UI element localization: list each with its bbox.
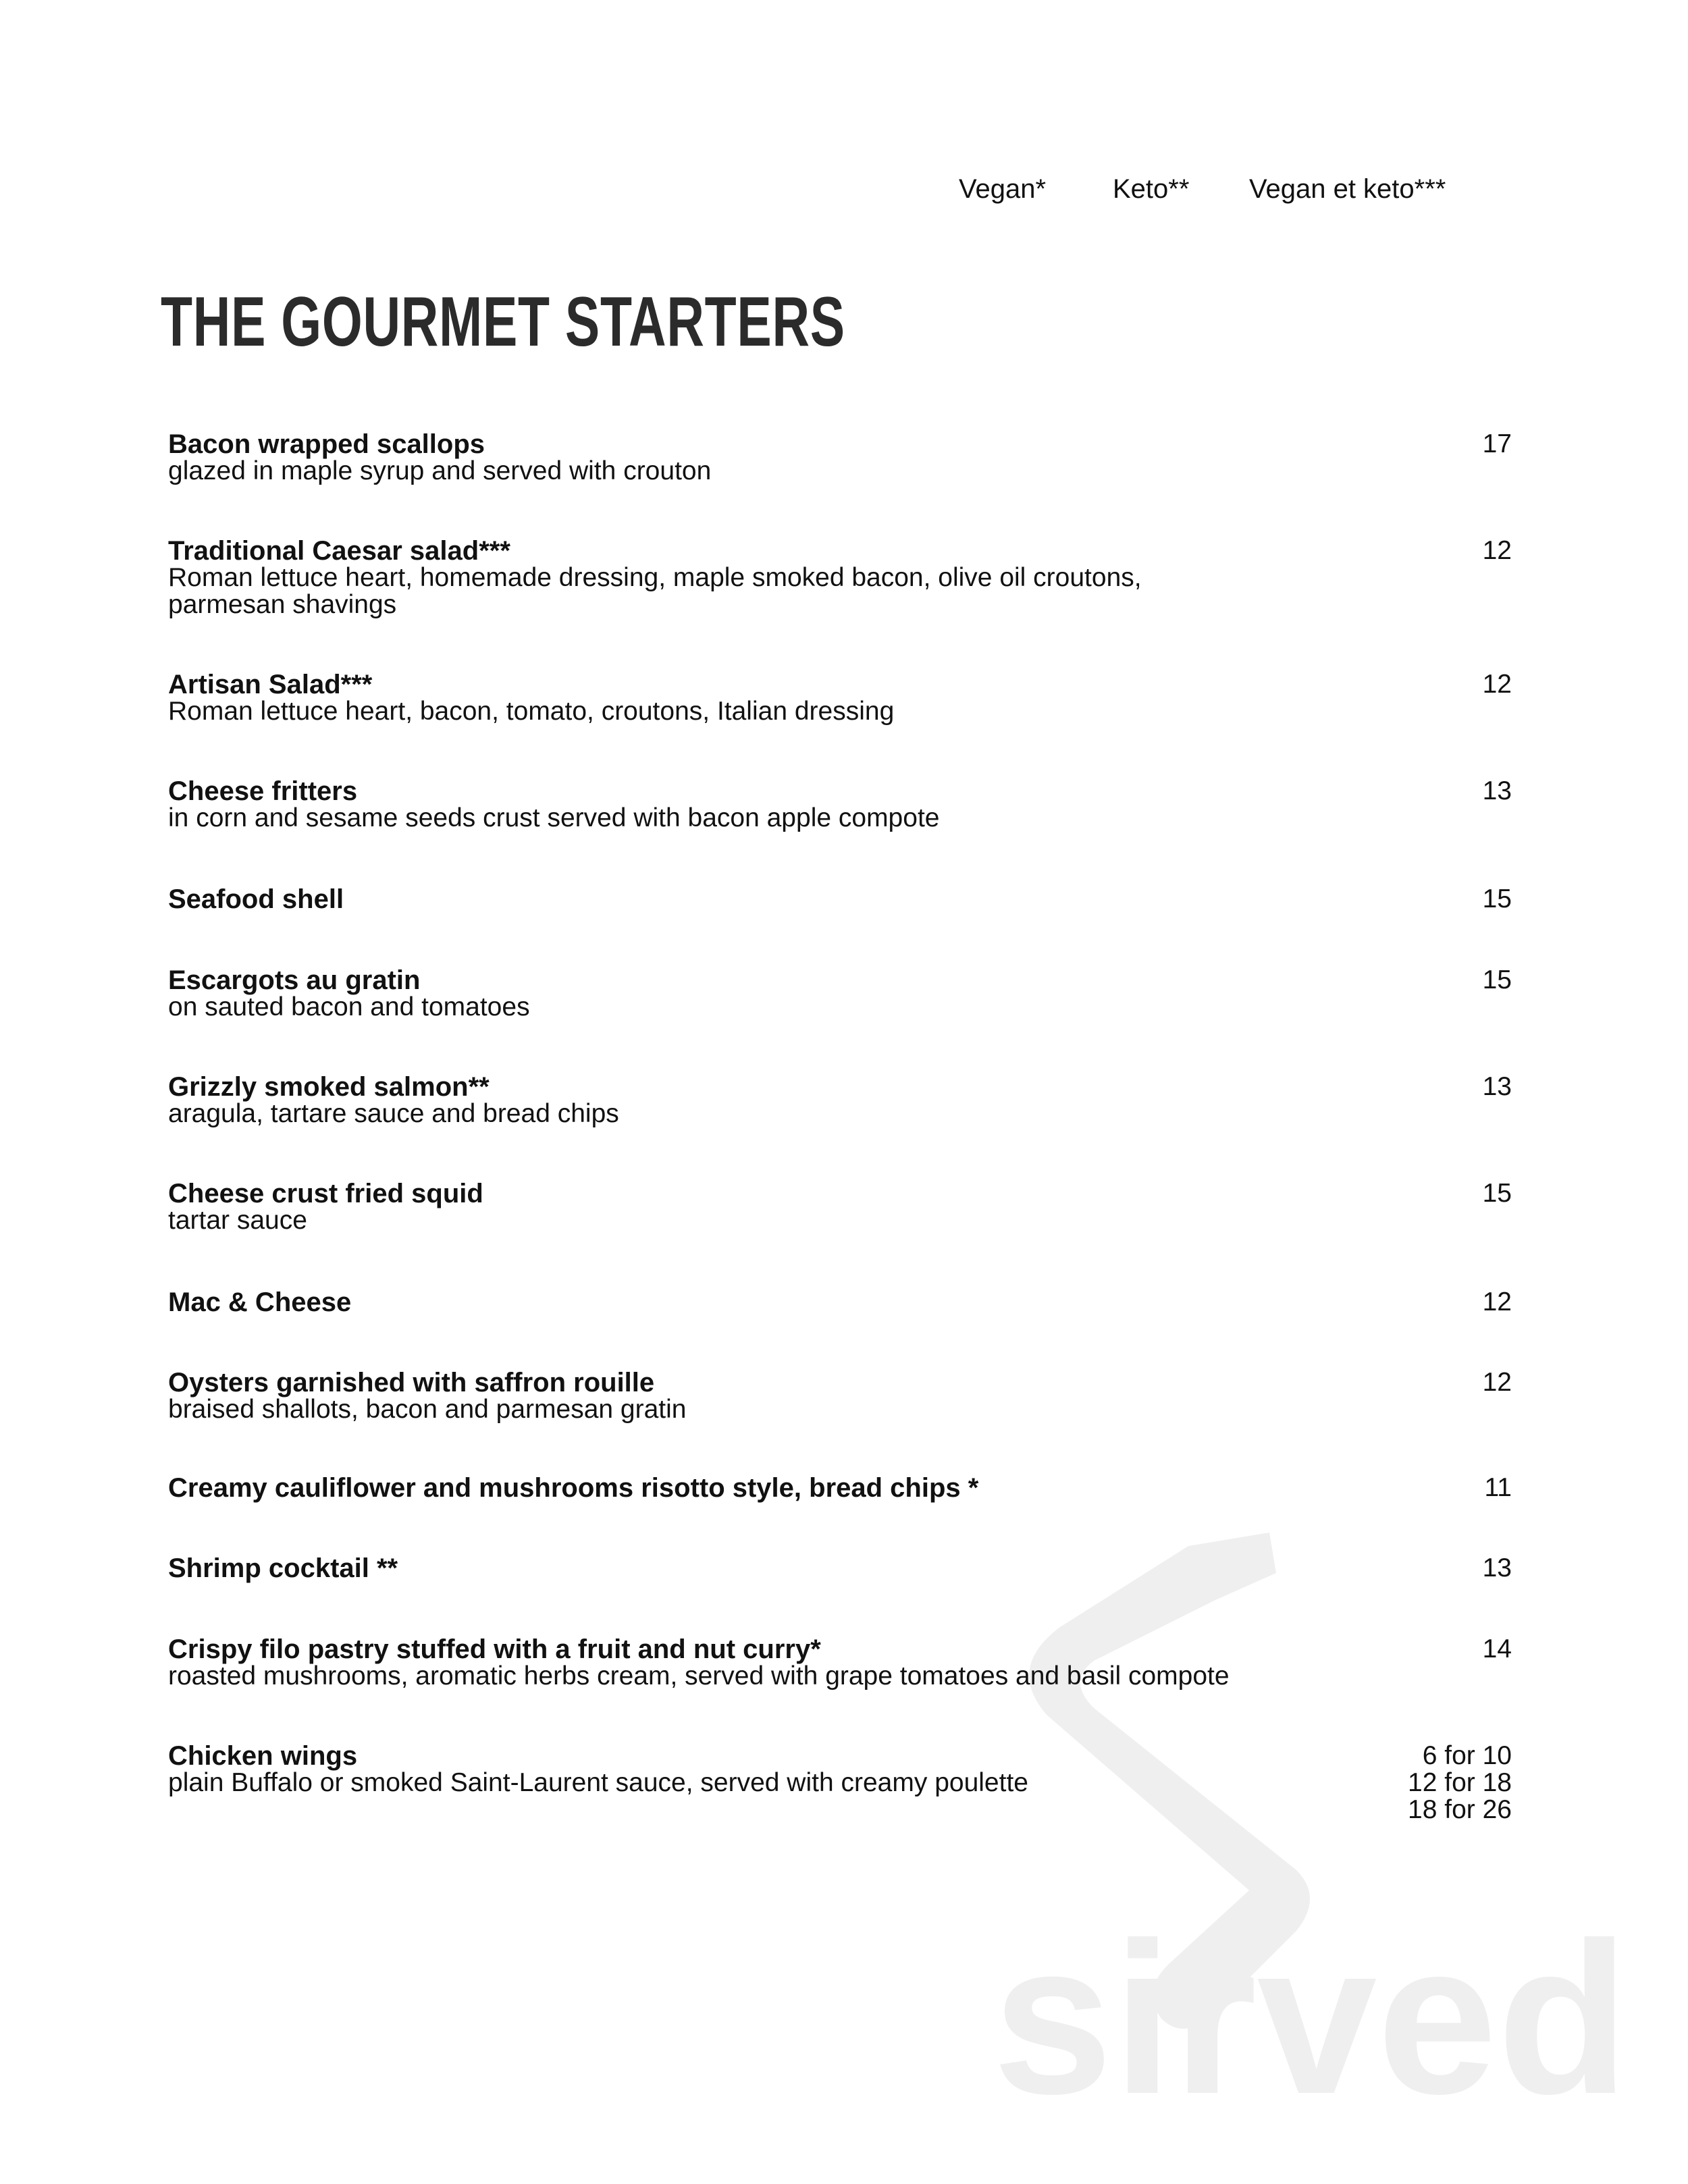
item-description: aragula, tartare sauce and bread chips bbox=[168, 1099, 619, 1128]
item-description: tartar sauce bbox=[168, 1206, 307, 1235]
legend-vegan-keto: Vegan et keto*** bbox=[1249, 174, 1446, 204]
item-price: 13 bbox=[1482, 1553, 1512, 1582]
item-name: Oysters garnished with saffron rouille bbox=[168, 1368, 655, 1397]
menu-item bbox=[168, 778, 1512, 832]
item-description: braised shallots, bacon and parmesan gratin bbox=[168, 1395, 687, 1424]
item-price: 14 bbox=[1482, 1634, 1512, 1663]
item-name: Traditional Caesar salad*** bbox=[168, 536, 510, 566]
item-price: 6 for 10 bbox=[1422, 1741, 1512, 1770]
item-price: 15 bbox=[1482, 1179, 1512, 1208]
item-price: 17 bbox=[1482, 429, 1512, 458]
page-title: THE GOURMET STARTERS bbox=[161, 283, 845, 361]
item-price: 13 bbox=[1482, 776, 1512, 805]
menu-item bbox=[168, 1369, 1512, 1423]
item-price: 12 bbox=[1482, 536, 1512, 565]
menu-item bbox=[168, 1073, 1512, 1127]
menu-item bbox=[168, 1180, 1512, 1234]
menu-item bbox=[168, 1555, 1512, 1582]
item-description: in corn and sesame seeds crust served with bacon apple compote bbox=[168, 803, 940, 832]
menu-item bbox=[168, 967, 1512, 1021]
item-name: Crispy filo pastry stuffed with a fruit and nut curry* bbox=[168, 1634, 821, 1664]
item-name: Cheese fritters bbox=[168, 776, 358, 806]
menu-item bbox=[168, 671, 1512, 725]
legend-vegan: Vegan* bbox=[959, 174, 1047, 204]
menu-item bbox=[168, 537, 1512, 618]
item-name: Mac & Cheese bbox=[168, 1287, 352, 1317]
menu-item bbox=[168, 1636, 1512, 1690]
item-price: 12 bbox=[1482, 1287, 1512, 1316]
item-name: Bacon wrapped scallops bbox=[168, 429, 485, 459]
item-price: 12 bbox=[1482, 1368, 1512, 1397]
item-description: Roman lettuce heart, bacon, tomato, croutons, Italian dressing bbox=[168, 697, 895, 726]
item-price: 11 bbox=[1484, 1473, 1512, 1502]
item-price: 12 for 18 bbox=[1408, 1768, 1512, 1797]
item-price: 12 bbox=[1482, 670, 1512, 699]
menu-item bbox=[168, 431, 1512, 485]
item-description: on sauted bacon and tomatoes bbox=[168, 992, 530, 1021]
item-description: Roman lettuce heart, homemade dressing, maple smoked bacon, olive oil croutons, bbox=[168, 563, 1142, 592]
sirved-watermark bbox=[986, 1533, 1647, 2106]
item-name: Escargots au gratin bbox=[168, 965, 421, 995]
item-description-cont: parmesan shavings bbox=[168, 590, 397, 619]
item-name: Creamy cauliflower and mushrooms risotto style, bread chips * bbox=[168, 1473, 979, 1503]
item-name: Chicken wings bbox=[168, 1741, 358, 1771]
menu-item bbox=[168, 1474, 1512, 1501]
item-name: Artisan Salad*** bbox=[168, 670, 373, 699]
item-description: glazed in maple syrup and served with crouton bbox=[168, 456, 712, 485]
item-price-list bbox=[1408, 1742, 1512, 1823]
item-price: 18 for 26 bbox=[1408, 1795, 1512, 1824]
item-name: Grizzly smoked salmon** bbox=[168, 1072, 490, 1102]
item-price: 13 bbox=[1482, 1072, 1512, 1101]
item-description: plain Buffalo or smoked Saint-Laurent sauce, served with creamy poulette bbox=[168, 1768, 1028, 1797]
item-name: Cheese crust fried squid bbox=[168, 1179, 483, 1208]
item-name: Shrimp cocktail ** bbox=[168, 1553, 398, 1583]
item-price: 15 bbox=[1482, 884, 1512, 913]
menu-item bbox=[168, 1289, 1512, 1316]
menu-item bbox=[168, 886, 1512, 913]
item-price: 15 bbox=[1482, 965, 1512, 994]
watermark-text: sirved bbox=[993, 1897, 1629, 2106]
legend-keto: Keto** bbox=[1113, 174, 1190, 204]
item-description: roasted mushrooms, aromatic herbs cream, served with grape tomatoes and basil compote bbox=[168, 1661, 1230, 1690]
item-name: Seafood shell bbox=[168, 884, 344, 914]
menu-item bbox=[168, 1741, 1512, 1824]
